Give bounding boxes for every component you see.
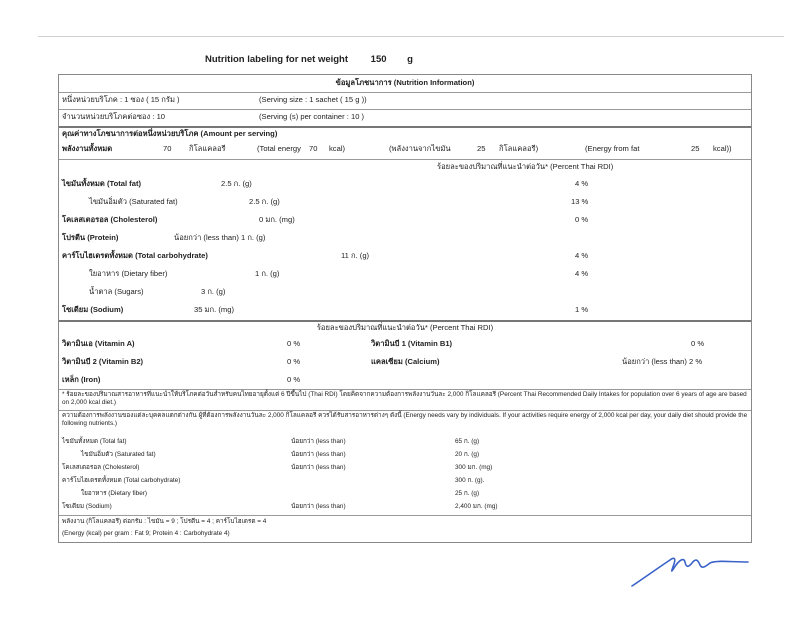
vitamin-pct: น้อยกว่า (less than) 2 % bbox=[622, 357, 703, 366]
nutrient-amount: 3 ก. (g) bbox=[201, 287, 226, 296]
signature-stroke bbox=[632, 558, 748, 586]
vitamin-name: วิตามินเอ (Vitamin A) bbox=[62, 339, 135, 348]
net-weight-label: Nutrition labeling for net weight bbox=[205, 54, 349, 65]
energy-from-fat-value-en: 25 bbox=[691, 144, 700, 153]
nutrient-amount: 2.5 ก. (g) bbox=[249, 197, 280, 206]
nutrient-rdi-pct: 13 % bbox=[571, 197, 589, 206]
total-energy-label-th: พลังงานทั้งหมด bbox=[62, 144, 113, 153]
thai-rdi-footnote: * ร้อยละของปริมาณสารอาหารที่แนะนำให้บริโภคต่อวันสำหรับคนไทยอายุตั้งแต่ 6 ปีขึ้นไป (Thai RDI) โดยคิดจากความต้องการพลังงานวันละ 2,000 กิโลแคลอรี (Percent Thai Recommended Daily Intakes for population over 6 years of age are based on 2,000 kcal diet.) bbox=[62, 391, 747, 407]
energy-from-fat-unit-en: kcal)) bbox=[713, 144, 732, 153]
rule bbox=[59, 320, 751, 322]
nutrient-name: คาร์โบไฮเดรตทั้งหมด (Total carbohydrate) bbox=[62, 251, 208, 260]
nutrient-rdi-pct: 4 % bbox=[575, 269, 589, 278]
limit-name: คาร์โบไฮเดรตทั้งหมด (Total carbohydrate) bbox=[62, 477, 181, 484]
nutrient-rdi-pct: 4 % bbox=[575, 179, 589, 188]
rule bbox=[59, 126, 751, 128]
limit-qualifier: น้อยกว่า (less than) bbox=[291, 464, 346, 471]
nutrient-name: ไขมันอิ่มตัว (Saturated fat) bbox=[89, 197, 178, 206]
energy-from-fat-value: 25 bbox=[477, 144, 486, 153]
energy-from-fat-en: (Energy from fat bbox=[585, 144, 640, 153]
limit-amount: 65 ก. (g) bbox=[455, 438, 480, 445]
vitamin-name: แคลเซียม (Calcium) bbox=[371, 357, 440, 366]
nutrient-name: น้ำตาล (Sugars) bbox=[89, 287, 144, 296]
nutrient-name: โซเดียม (Sodium) bbox=[62, 305, 124, 314]
limit-amount: 20 ก. (g) bbox=[455, 451, 480, 458]
vitamin-name: เหล็ก (Iron) bbox=[62, 375, 101, 384]
nutrition-facts-panel bbox=[58, 74, 752, 543]
nutrient-name: โคเลสเตอรอล (Cholesterol) bbox=[62, 215, 158, 224]
vitamin-pct: 0 % bbox=[287, 375, 301, 384]
total-energy-unit-en: kcal) bbox=[329, 144, 346, 153]
total-energy-value: 70 bbox=[163, 144, 172, 153]
energy-from-fat-unit-th: กิโลแคลอรี) bbox=[499, 144, 539, 153]
rule bbox=[59, 109, 751, 110]
limit-amount: 25 ก. (g) bbox=[455, 490, 480, 497]
energy-per-gram-en: (Energy (kcal) per gram : Fat 9; Protein 4 : Carbohydrate 4) bbox=[62, 530, 230, 537]
limit-name: ใยอาหาร (Dietary fiber) bbox=[81, 490, 148, 497]
total-energy-value-en: 70 bbox=[309, 144, 318, 153]
vitamin-name: วิตามินบี 2 (Vitamin B2) bbox=[62, 357, 144, 366]
nutrient-rdi-pct: 0 % bbox=[575, 215, 589, 224]
limit-amount: 300 มก. (mg) bbox=[455, 464, 493, 471]
servings-en: (Serving (s) per container : 10 ) bbox=[259, 112, 365, 121]
serving-size-th: หนึ่งหน่วยบริโภค : 1 ซอง ( 15 กรัม ) bbox=[62, 95, 180, 104]
nutrient-amount: 1 ก. (g) bbox=[255, 269, 280, 278]
limit-name: ไขมันทั้งหมด (Total fat) bbox=[62, 438, 127, 445]
nutrient-amount: น้อยกว่า (less than) 1 ก. (g) bbox=[174, 233, 266, 242]
amount-per-serving-header: คุณค่าทางโภชนาการต่อหนึ่งหน่วยบริโภค (Amount per serving) bbox=[62, 129, 278, 138]
nutrient-rdi-pct: 4 % bbox=[575, 251, 589, 260]
limit-qualifier: น้อยกว่า (less than) bbox=[291, 438, 346, 445]
rdi-header: ร้อยละของปริมาณที่แนะนำต่อวัน* (Percent Thai RDI) bbox=[437, 162, 614, 171]
nutrient-name: ใยอาหาร (Dietary fiber) bbox=[89, 269, 168, 278]
nutrient-amount: 2.5 ก. (g) bbox=[221, 179, 252, 188]
nutrient-amount: 35 มก. (mg) bbox=[194, 305, 234, 314]
energy-per-gram-th: พลังงาน (กิโลแคลอรี) ต่อกรัม : ไขมัน = 9 ; โปรตีน = 4 ; คาร์โบไฮเดรต = 4 bbox=[62, 518, 267, 525]
limit-amount: 2,400 มก. (mg) bbox=[455, 503, 498, 510]
total-energy-label-en: (Total energy bbox=[257, 144, 301, 153]
rule bbox=[59, 92, 751, 93]
vitamin-pct: 0 % bbox=[287, 339, 301, 348]
limit-name: ไขมันอิ่มตัว (Saturated fat) bbox=[81, 451, 156, 458]
net-weight-heading bbox=[205, 54, 413, 65]
limit-qualifier: น้อยกว่า (less than) bbox=[291, 503, 346, 510]
rule bbox=[59, 159, 751, 160]
panel-title: ข้อมูลโภชนาการ (Nutrition Information) bbox=[335, 78, 475, 87]
limit-amount: 300 ก. (g). bbox=[455, 477, 485, 484]
net-weight-value: 150 bbox=[370, 54, 387, 65]
total-energy-unit-th: กิโลแคลอรี bbox=[189, 144, 226, 153]
limit-name: โซเดียม (Sodium) bbox=[62, 503, 112, 510]
servings-th: จำนวนหน่วยบริโภคต่อซอง : 10 bbox=[62, 112, 166, 121]
net-weight-unit: g bbox=[407, 54, 413, 65]
signature bbox=[630, 548, 752, 590]
top-divider bbox=[38, 36, 784, 37]
energy-needs-footnote: ความต้องการพลังงานของแต่ละบุคคลแตกต่างกัน ผู้ที่ต้องการพลังงานวันละ 2,000 กิโลแคลอรี ควรได้รับสารอาหารต่างๆ ดังนี้ (Energy needs vary by individuals. If your activities require energy of 2,000 kcal per day, your daily diet should provide the following nutrients.) bbox=[62, 412, 748, 428]
rule bbox=[59, 410, 751, 411]
nutrient-name: โปรตีน (Protein) bbox=[62, 233, 119, 242]
nutrient-amount: 11 ก. (g) bbox=[341, 251, 370, 260]
nutrient-amount: 0 มก. (mg) bbox=[259, 215, 295, 224]
limit-name: โคเลสเตอรอล (Cholesterol) bbox=[62, 464, 140, 471]
vitamin-pct: 0 % bbox=[691, 339, 705, 348]
nutrient-rdi-pct: 1 % bbox=[575, 305, 589, 314]
vitamin-name: วิตามินบี 1 (Vitamin B1) bbox=[371, 339, 453, 348]
rule bbox=[59, 515, 751, 516]
serving-size-en: (Serving size : 1 sachet ( 15 g )) bbox=[259, 95, 367, 104]
vitamin-pct: 0 % bbox=[287, 357, 301, 366]
nutrient-name: ไขมันทั้งหมด (Total fat) bbox=[62, 179, 141, 188]
rule bbox=[59, 389, 751, 390]
limit-qualifier: น้อยกว่า (less than) bbox=[291, 451, 346, 458]
vitamins-rdi-header: ร้อยละของปริมาณที่แนะนำต่อวัน* (Percent Thai RDI) bbox=[316, 323, 494, 332]
energy-from-fat-th: (พลังงานจากไขมัน bbox=[389, 144, 451, 153]
